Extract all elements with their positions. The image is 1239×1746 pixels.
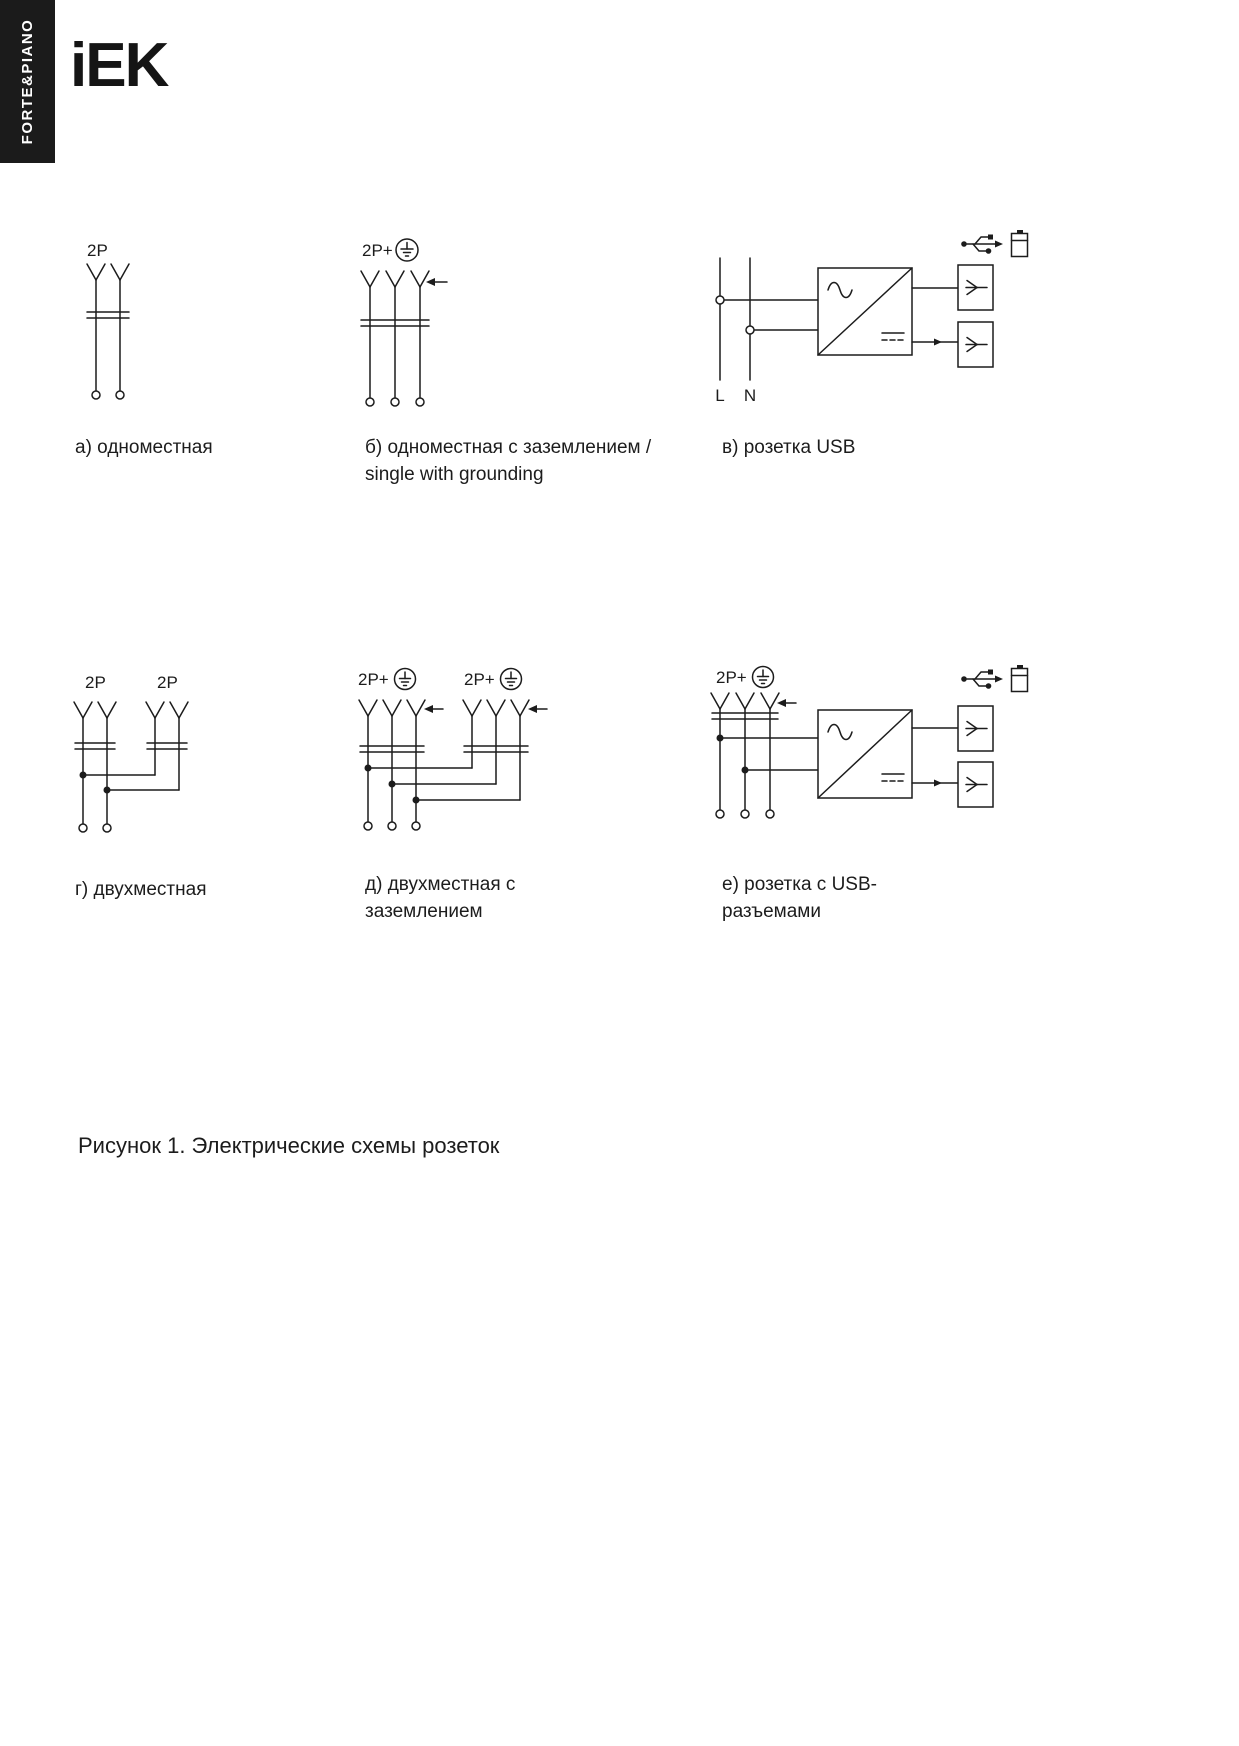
pole-label: 2P+ bbox=[716, 668, 747, 687]
line-label: L bbox=[715, 386, 725, 405]
wires bbox=[720, 709, 818, 810]
terminals bbox=[366, 398, 424, 406]
wires bbox=[83, 718, 179, 824]
pole-label: 2P bbox=[87, 241, 108, 260]
figure-caption: Рисунок 1. Электрические схемы розеток bbox=[78, 1133, 500, 1158]
caption-line-2: single with grounding bbox=[365, 463, 544, 485]
diagram-single-socket bbox=[60, 230, 220, 415]
neutral-label: N bbox=[743, 386, 757, 405]
usb-icon bbox=[961, 670, 1003, 689]
caption-text: в) розетка USB bbox=[722, 437, 856, 458]
battery-icon bbox=[1012, 230, 1028, 257]
ground-arrow bbox=[426, 278, 447, 286]
socket-contacts bbox=[359, 700, 529, 716]
caption-line-1: д) двухместная с bbox=[365, 874, 516, 895]
wires bbox=[96, 280, 120, 391]
diagram-usb-socket bbox=[700, 220, 1050, 410]
pole-label: 2P+ bbox=[362, 241, 393, 260]
diagram-double-socket-grounding bbox=[350, 653, 560, 848]
caption-double-socket-grounding bbox=[365, 872, 595, 925]
pole-label-1: 2P bbox=[85, 673, 106, 692]
caption-single-socket-grounding bbox=[365, 435, 695, 488]
power-converter-box bbox=[818, 268, 912, 355]
socket-contacts bbox=[74, 702, 188, 718]
caption-text: г) двухместная bbox=[75, 879, 207, 900]
diagram-single-socket-grounding bbox=[350, 225, 520, 420]
usb-port-upper bbox=[958, 706, 993, 751]
terminals bbox=[79, 824, 111, 832]
terminals bbox=[364, 822, 420, 830]
power-converter-box bbox=[818, 710, 912, 798]
wires bbox=[368, 716, 520, 822]
caption-double-socket bbox=[75, 877, 206, 904]
supply-wires bbox=[716, 258, 818, 380]
caption-line-2: заземлением bbox=[365, 900, 483, 922]
terminals bbox=[92, 391, 124, 399]
output-wires bbox=[912, 288, 958, 346]
brand-sidebar bbox=[0, 0, 55, 163]
earth-symbol bbox=[753, 667, 774, 688]
usb-port-upper bbox=[958, 265, 993, 310]
caption-line-2: разъемами bbox=[722, 900, 821, 922]
socket-contacts bbox=[711, 693, 779, 709]
socket-contacts bbox=[87, 264, 129, 280]
junction-dots bbox=[717, 735, 749, 774]
wires bbox=[370, 287, 420, 398]
caption-text: а) одноместная bbox=[75, 437, 213, 458]
pole-label-2: 2P+ bbox=[464, 670, 495, 689]
socket-body-left bbox=[75, 743, 115, 749]
caption-line-1: е) розетка с USB- bbox=[722, 874, 877, 895]
earth-symbol-2 bbox=[501, 669, 522, 690]
battery-icon bbox=[1012, 665, 1028, 692]
ground-arrow bbox=[777, 699, 796, 707]
caption-socket-with-usb bbox=[722, 872, 962, 925]
caption-single-socket bbox=[75, 435, 213, 462]
socket-body-right bbox=[147, 743, 187, 749]
usb-icon bbox=[961, 235, 1003, 254]
series-label: FORTE&PIANO bbox=[19, 18, 36, 145]
caption-usb-socket bbox=[722, 435, 855, 462]
output-wires bbox=[912, 728, 958, 787]
earth-symbol-1 bbox=[395, 669, 416, 690]
diagram-double-socket bbox=[60, 660, 245, 845]
iek-logo: iEK bbox=[70, 31, 168, 100]
ground-arrow-2 bbox=[528, 705, 547, 713]
terminals bbox=[716, 810, 774, 818]
earth-symbol bbox=[396, 239, 418, 261]
diagram-socket-with-usb bbox=[700, 650, 1050, 850]
socket-body bbox=[87, 312, 129, 318]
ground-arrow-1 bbox=[424, 705, 443, 713]
caption-line-1: б) одноместная с заземлением / bbox=[365, 437, 652, 458]
socket-contacts bbox=[361, 271, 429, 287]
usb-port-lower bbox=[958, 322, 993, 367]
usb-port-lower bbox=[958, 762, 993, 807]
pole-label-1: 2P+ bbox=[358, 670, 389, 689]
pole-label-2: 2P bbox=[157, 673, 178, 692]
